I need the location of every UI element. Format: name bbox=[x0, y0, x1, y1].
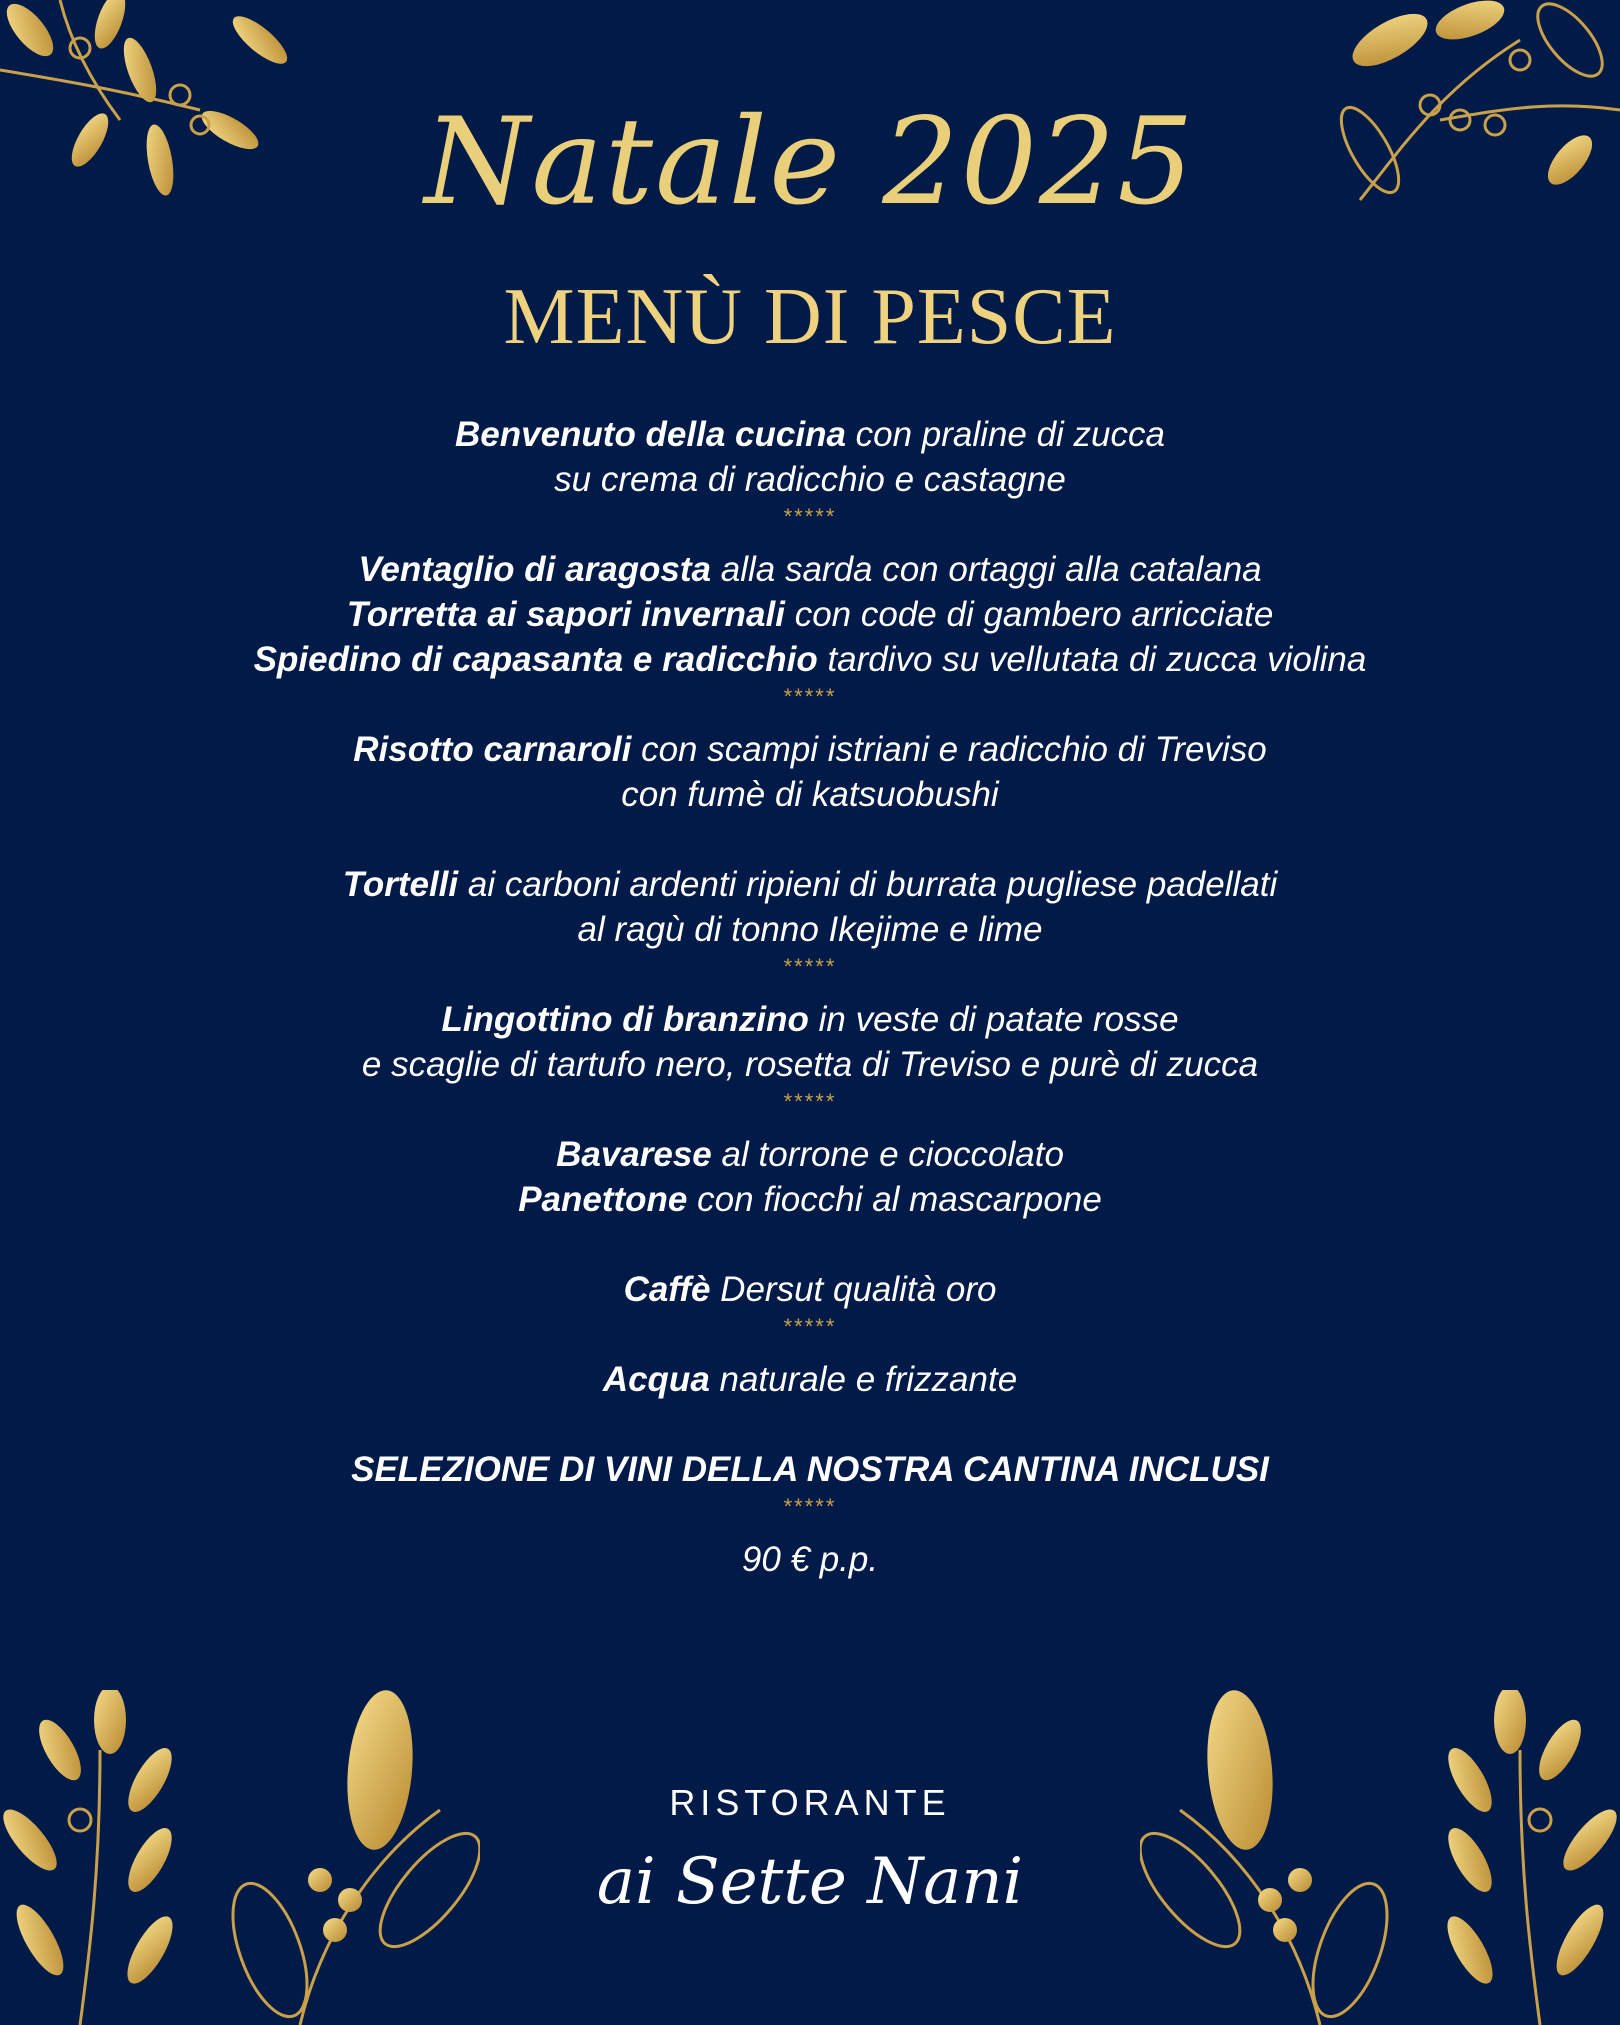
dish-name: SELEZIONE DI VINI DELLA NOSTRA CANTINA INCLUSI bbox=[351, 1450, 1269, 1489]
star-separator: ***** bbox=[783, 1314, 837, 1339]
menu-item-line bbox=[0, 457, 1620, 502]
menu-item-line bbox=[0, 1132, 1620, 1177]
dish-name: Risotto carnaroli bbox=[353, 730, 632, 769]
dish-description: con scampi istriani e radicchio di Treviso bbox=[631, 730, 1267, 769]
dish-name: Caffè bbox=[623, 1270, 711, 1309]
dish-description: al torrone e cioccolato bbox=[711, 1135, 1064, 1174]
dish-name: Spiedino di capasanta e radicchio bbox=[253, 640, 818, 679]
dish-description: e scaglie di tartufo nero, rosetta di Treviso e purè di zucca bbox=[361, 1045, 1259, 1084]
dish-name: Lingottino di branzino bbox=[441, 1000, 809, 1039]
restaurant-label: RISTORANTE bbox=[669, 1782, 951, 1823]
menu-item-line bbox=[0, 1447, 1620, 1492]
dish-description: 90 € p.p. bbox=[741, 1540, 879, 1579]
dish-name: Acqua bbox=[602, 1360, 710, 1399]
menu-list bbox=[0, 412, 1620, 1582]
star-separator: ***** bbox=[783, 954, 837, 979]
page-title: Natale 2025 bbox=[424, 93, 1196, 232]
dish-description: con praline di zucca bbox=[845, 415, 1165, 454]
menu-item-line bbox=[0, 1177, 1620, 1222]
menu-subtitle: MENÙ DI PESCE bbox=[503, 273, 1117, 361]
star-separator: ***** bbox=[783, 504, 837, 529]
dish-description: Dersut qualità oro bbox=[710, 1270, 997, 1309]
dish-name: Ventaglio di aragosta bbox=[358, 550, 712, 589]
dish-description: con code di gambero arricciate bbox=[784, 595, 1274, 634]
menu-item-line bbox=[0, 997, 1620, 1042]
menu-item-line bbox=[0, 862, 1620, 907]
menu-item-line bbox=[0, 772, 1620, 817]
dish-description: con fumè di katsuobushi bbox=[621, 775, 999, 814]
menu-item-line bbox=[0, 412, 1620, 457]
menu-item-line bbox=[0, 1267, 1620, 1312]
dish-description: con fiocchi al mascarpone bbox=[687, 1180, 1102, 1219]
menu-item-line bbox=[0, 637, 1620, 682]
star-separator: ***** bbox=[783, 1089, 837, 1114]
dish-description: su crema di radicchio e castagne bbox=[554, 460, 1066, 499]
menu-item-line bbox=[0, 1042, 1620, 1087]
dish-description: in veste di patate rosse bbox=[808, 1000, 1179, 1039]
menu-item-line bbox=[0, 547, 1620, 592]
dish-description: al ragù di tonno Ikejime e lime bbox=[577, 910, 1043, 949]
menu-spacer bbox=[0, 817, 1620, 862]
star-separator: ***** bbox=[783, 684, 837, 709]
menu-item-line bbox=[0, 1357, 1620, 1402]
dish-name: Benvenuto della cucina bbox=[454, 415, 846, 454]
dish-description: alla sarda con ortaggi alla catalana bbox=[711, 550, 1262, 589]
dish-description: ai carboni ardenti ripieni di burrata pugliese padellati bbox=[458, 865, 1278, 904]
menu-spacer bbox=[0, 1402, 1620, 1447]
restaurant-name-logo: ai Sette Nani bbox=[596, 1845, 1024, 1919]
dish-description: naturale e frizzante bbox=[709, 1360, 1018, 1399]
dish-description: tardivo su vellutata di zucca violina bbox=[817, 640, 1367, 679]
menu-item-line bbox=[0, 907, 1620, 952]
star-separator: ***** bbox=[783, 1494, 837, 1519]
dish-name: Torretta ai sapori invernali bbox=[346, 595, 785, 634]
dish-name: Tortelli bbox=[342, 865, 459, 904]
menu-spacer bbox=[0, 1222, 1620, 1267]
dish-name: Panettone bbox=[518, 1180, 688, 1219]
menu-item-line bbox=[0, 592, 1620, 637]
menu-item-line bbox=[0, 727, 1620, 772]
dish-name: Bavarese bbox=[556, 1135, 712, 1174]
menu-item-line bbox=[0, 1537, 1620, 1582]
